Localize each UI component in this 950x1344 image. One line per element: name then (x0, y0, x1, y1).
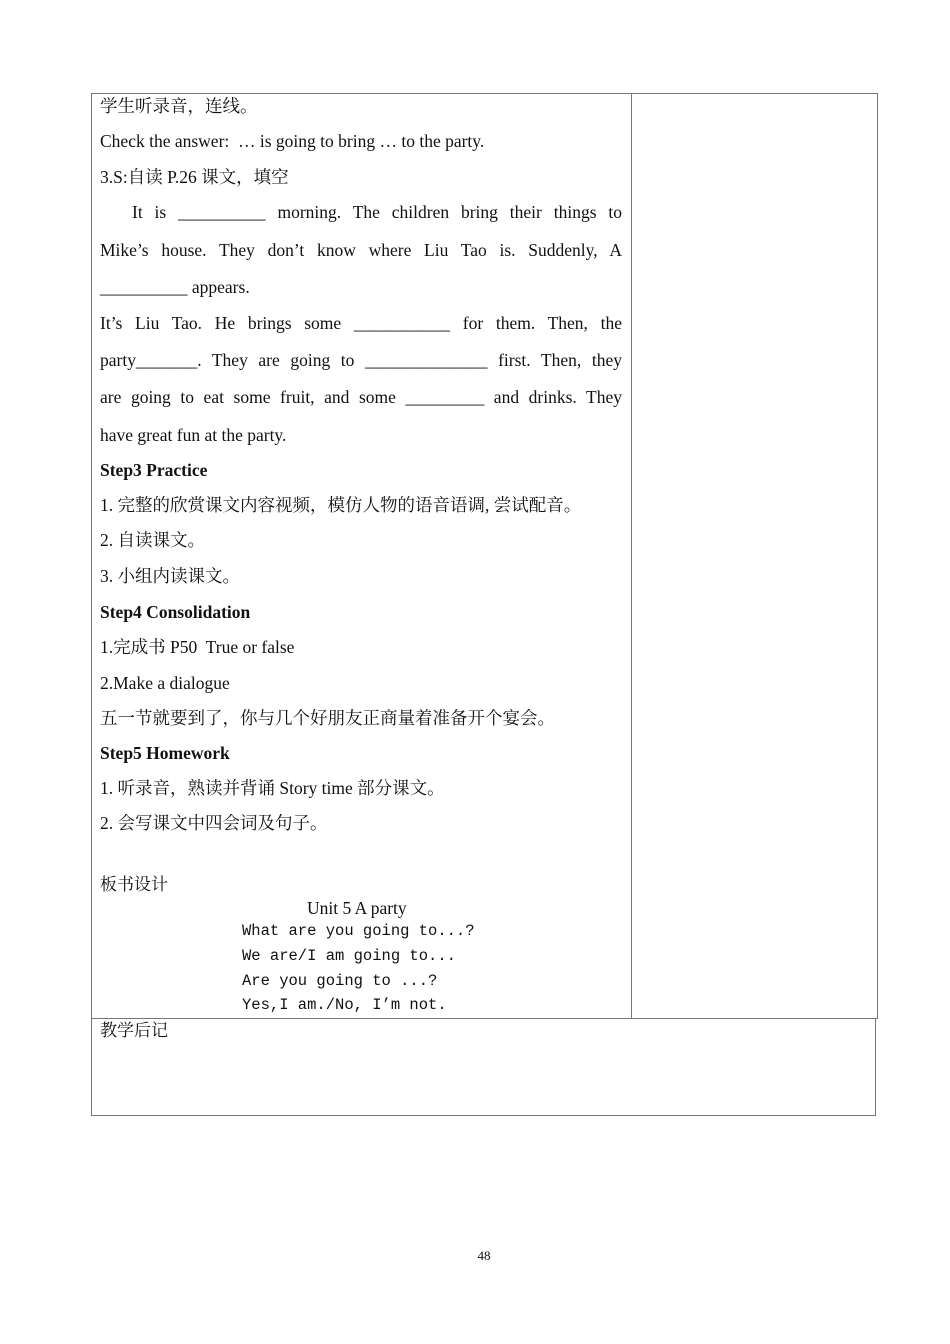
text-line: Check the answer: … is going to bring … to the party. (100, 131, 485, 151)
board-sentence: Are you going to ...? (242, 972, 438, 990)
fill-blank-line: __________ appears. (100, 277, 250, 297)
fill-blank-line: are going to eat some fruit, and some _________ and drinks. They (100, 387, 622, 407)
text-line: 2.Make a dialogue (100, 673, 230, 693)
text-line: 2. 会写课文中四会词及句子。 (100, 813, 328, 833)
text-line: 学生听录音，连线。 (100, 96, 258, 116)
step5-heading: Step5 Homework (100, 743, 230, 763)
reflection-heading: 教学后记 (100, 1021, 168, 1041)
fill-blank-line: have great fun at the party. (100, 425, 287, 445)
fill-blank-line: It is __________ morning. The children bring their things to (132, 202, 622, 222)
board-title: Unit 5 A party (307, 898, 407, 918)
row-divider (91, 1018, 878, 1019)
fill-blank-line: party_______. They are going to ______________ first. Then, they (100, 350, 622, 370)
step3-heading: Step3 Practice (100, 460, 208, 480)
board-sentence: Yes,I am./No, I’m not. (242, 996, 447, 1014)
table-border-right (877, 93, 878, 1019)
text-line: 1. 完整的欣赏课文内容视频，模仿人物的语音语调, 尝试配音。 (100, 495, 582, 515)
board-design-heading: 板书设计 (100, 875, 168, 895)
text-line: 3. 小组内读课文。 (100, 566, 240, 586)
step4-heading: Step4 Consolidation (100, 602, 251, 622)
text-line: 1.完成书 P50 True or false (100, 637, 295, 657)
board-sentence: We are/I am going to... (242, 947, 456, 965)
text-line: 2. 自读课文。 (100, 530, 205, 550)
column-divider (631, 93, 632, 1019)
table-border-bottom (91, 1115, 876, 1116)
page-number: 48 (477, 1248, 491, 1263)
text-line: 1. 听录音，熟读并背诵 Story time 部分课文。 (100, 778, 445, 798)
table-border-right-2 (875, 1018, 876, 1116)
fill-blank-line: It’s Liu Tao. He brings some ___________ for them. Then, the (100, 313, 622, 333)
board-sentence: What are you going to...? (242, 922, 475, 940)
table-border-left (91, 93, 92, 1116)
table-border-top (91, 93, 878, 94)
fill-blank-line: Mike’s house. They don’t know where Liu Tao is. Suddenly, A (100, 240, 622, 260)
text-line: 五一节就要到了，你与几个好朋友正商量着准备开个宴会。 (100, 708, 555, 728)
text-line: 3.S:自读 P.26 课文，填空 (100, 167, 289, 187)
